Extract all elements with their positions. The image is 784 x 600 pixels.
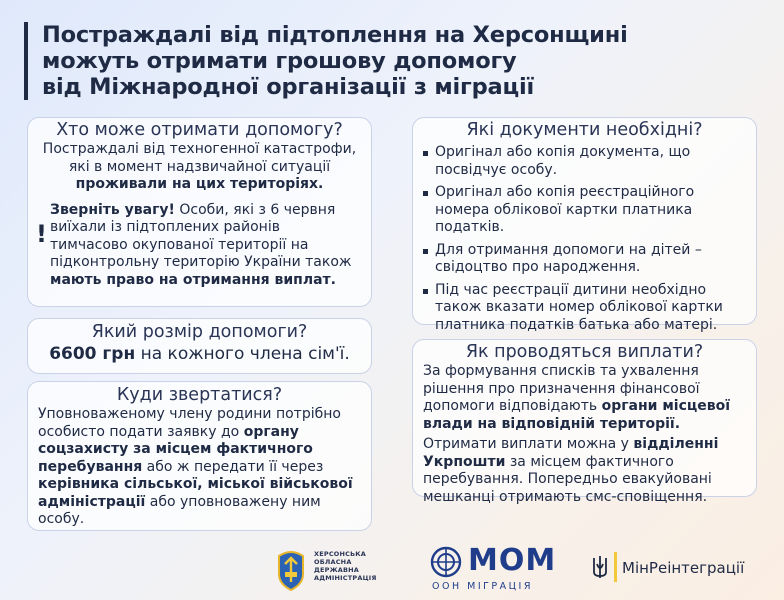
who-card — [27, 117, 372, 307]
kherson-text-4: АДМІНІСТРАЦІЯ — [314, 574, 377, 582]
docs-item: Оригінал або копія реєстраційного номера облікової картки платника податків. — [423, 184, 746, 237]
attention-label: Зверніть увагу! — [50, 201, 175, 218]
attention-text-b: мають право на отримання виплат. — [50, 271, 336, 288]
pay-text-c: Отримати виплати можна у — [423, 436, 634, 452]
amount-text — [38, 343, 361, 365]
pay-card-title: Як проводяться виплати? — [465, 342, 704, 362]
iom-tagline: ООН МІГРАЦІЯ — [432, 581, 533, 592]
title-line-1: Постраждалі від підтоплення на Херсонщині — [42, 22, 628, 48]
docs-item: Для отримання допомоги на дітей – свідоцтво про народження. — [423, 242, 746, 277]
title-line-3: від Міжнародної організації з міграції — [42, 74, 534, 100]
where-card — [27, 381, 372, 531]
kherson-oda-logo — [276, 544, 386, 594]
ministry-logo — [592, 550, 772, 590]
trident-icon — [592, 554, 608, 580]
kherson-text-2: ОБЛАСНА — [314, 558, 352, 566]
who-text-a: Постраждалі від техногенної катастрофи, які в момент надзвичайної ситуації — [42, 141, 357, 175]
who-eligibility-text — [38, 141, 361, 194]
page-title — [24, 22, 628, 100]
ministry-name: МінРеінтеграції — [622, 559, 745, 577]
exclamation-icon: ! — [36, 219, 47, 248]
where-text-e: або уповноважену ним особу. — [38, 493, 321, 527]
who-card-title: Хто може отримати допомогу? — [56, 120, 343, 140]
title-line-2: можуть отримати грошову допомогу — [42, 48, 517, 74]
logos-row — [0, 540, 784, 600]
attention-note — [38, 202, 361, 290]
where-text-a: Уповноваженому члену родини потрібно особисто подати заявку до — [38, 406, 341, 440]
attention-text — [50, 202, 361, 290]
where-card-title: Куди звертатися? — [116, 385, 283, 405]
docs-item: Оригінал або копія документа, що посвідчує особу. — [423, 144, 746, 179]
pay-text-e: за місцем фактичного перебування. Попередньо евакуйовані мешканці отримають смс-сповіщення. — [423, 453, 712, 505]
docs-card — [412, 117, 757, 333]
amount-card-title: Який розмір допомоги? — [91, 322, 308, 342]
attention-text-a: Особи, які з 6 червня виїхали із підтоплених районів тимчасово окупованої території на підконтрольну територію України також — [50, 201, 352, 270]
ministry-divider — [614, 552, 617, 582]
pay-text-b: органи місцевої влади на відповідній території. — [423, 398, 731, 432]
pay-card — [412, 339, 757, 505]
docs-card-title: Які документи необхідні? — [466, 120, 703, 140]
iom-name: МОМ — [468, 543, 557, 578]
pay-text-a: За формування списків та ухвалення рішення про призначення фінансової допомоги відповідають — [423, 363, 700, 414]
un-emblem-icon — [430, 546, 462, 578]
amount-value: 6600 грн — [49, 344, 136, 364]
kherson-text-3: ДЕРЖАВНА — [314, 566, 360, 574]
amount-rest: на кожного члена сім'ї. — [135, 344, 350, 364]
pay-text-d: відділенні Укрпошти — [423, 436, 719, 470]
docs-list — [423, 144, 746, 334]
docs-item: Під час реєстрації дитини необхідно також вказати номер облікової картки платника податків батька або матері. — [423, 282, 746, 335]
kherson-emblem-icon — [276, 548, 306, 592]
pay-text-1 — [423, 363, 746, 433]
where-text-c: або ж передати її через — [142, 458, 324, 475]
kherson-text-1: ХЕРСОНСЬКА — [314, 550, 367, 558]
amount-card — [27, 318, 372, 374]
who-text-b: проживали на цих територіях. — [75, 176, 324, 192]
where-text — [38, 406, 361, 529]
where-text-b: органу соцзахисту за місцем фактичного перебування — [38, 423, 313, 475]
iom-logo — [430, 543, 557, 594]
pay-text-2 — [423, 436, 746, 506]
where-text-d: керівника сільської, міської військової адміністрації — [38, 476, 353, 510]
